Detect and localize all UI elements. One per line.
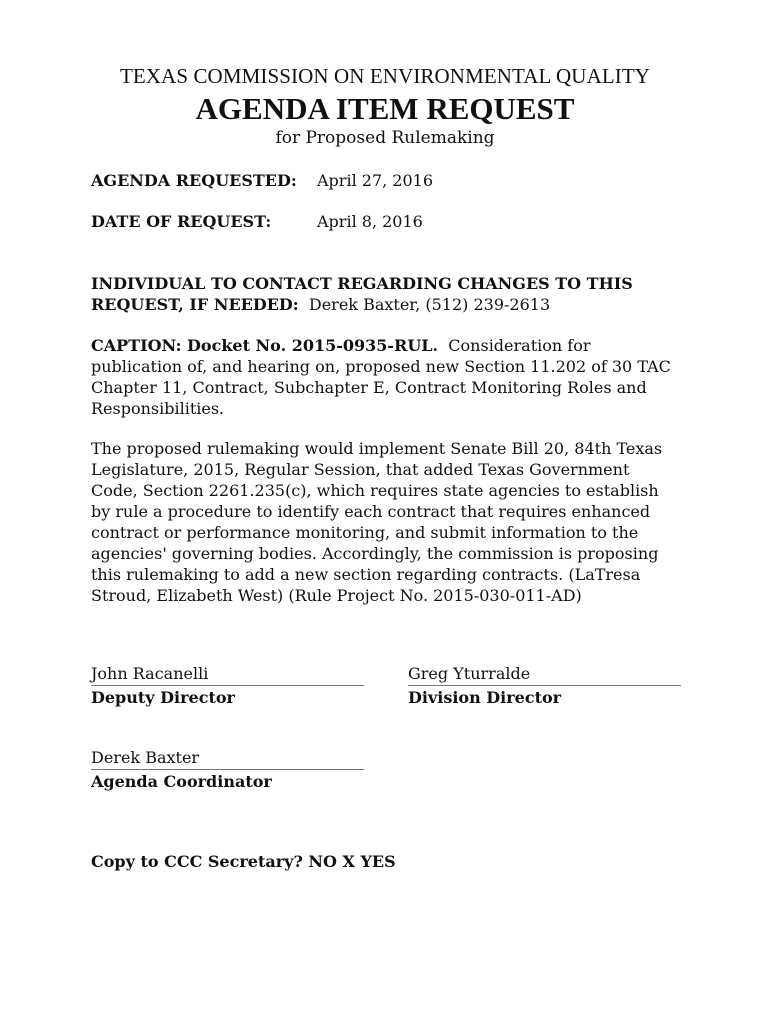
agenda-requested-label: AGENDA REQUESTED:	[91, 171, 297, 190]
contact-label: INDIVIDUAL TO CONTACT REGARDING CHANGES TO THIS REQUEST, IF NEEDED:	[91, 274, 633, 314]
agenda-requested-row	[91, 171, 434, 190]
caption-text: Consideration for publication of, and hearing on, proposed new Section 11.202 of 30 TAC Chapter 11, Contract, Subchapter E, Contract Monitoring Roles and Responsibilities.	[91, 336, 671, 418]
contact-value: Derek Baxter, (512) 239-2613	[308, 295, 551, 314]
signature-role: Deputy Director	[91, 688, 235, 707]
date-of-request-row	[91, 212, 423, 231]
document-title: AGENDA ITEM REQUEST	[195, 91, 575, 126]
contact-section	[91, 273, 681, 315]
signature-role: Division Director	[408, 688, 562, 707]
signature-block-agenda-coordinator	[91, 748, 364, 792]
caption-label: CAPTION: Docket No. 2015-0935-RUL.	[91, 336, 439, 355]
signature-name: Greg Yturralde	[408, 664, 681, 686]
description-paragraph: The proposed rulemaking would implement Senate Bill 20, 84th Texas Legislature, 2015, Regular Session, that added Texas Government Code, Section 2261.235(c), which requires state agencies to establish by rule a procedure to identify each contract that requires enhanced contract or performance monitoring, and submit information to the agencies' governing bodies. Accordingly, the commission is proposing this rulemaking to add a new section regarding contracts. (LaTresa Stroud, Elizabeth West) (Rule Project No. 2015-030-011-AD)	[91, 439, 663, 605]
signature-name: John Racanelli	[91, 664, 364, 686]
document-subtitle: for Proposed Rulemaking	[275, 128, 495, 148]
copy-to-secretary-line: Copy to CCC Secretary? NO X YES	[91, 852, 396, 871]
agenda-requested-value: April 27, 2016	[317, 171, 434, 190]
date-of-request-label: DATE OF REQUEST:	[91, 212, 272, 231]
caption-section	[91, 335, 681, 419]
organization-name: TEXAS COMMISSION ON ENVIRONMENTAL QUALITY	[119, 64, 651, 88]
signature-role: Agenda Coordinator	[91, 772, 272, 791]
signature-name: Derek Baxter	[91, 748, 364, 770]
date-of-request-value: April 8, 2016	[317, 212, 423, 231]
signature-block-division-director	[408, 664, 681, 708]
signature-block-deputy-director	[91, 664, 364, 708]
